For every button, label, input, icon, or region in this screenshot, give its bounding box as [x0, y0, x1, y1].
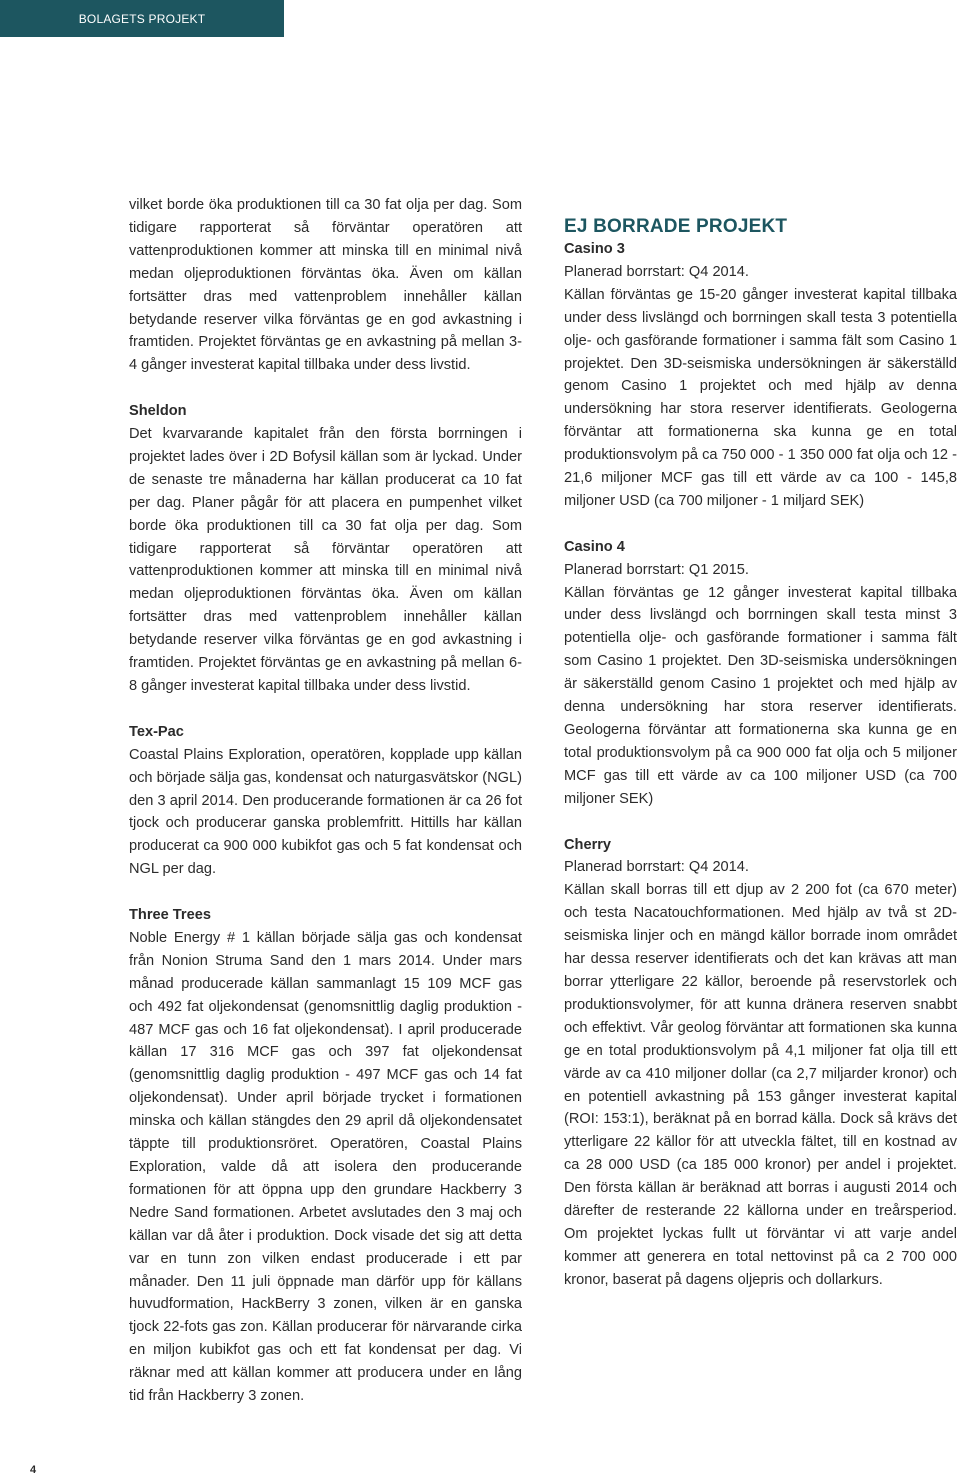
casino4-paragraph: Källan förväntas ge 12 gånger investerat kapital tillbaka under dess livslängd och borrningen skall testa minst 3 potentiella olje- och gasförande formationer i samma fält som Casino 1 projektet. Den 3D-seismiska undersökningen är säkerställd genom Casino 1 projektet och med hjälp av denna undersökning har stora reserver identifierats. Geologerna förväntar att formationerna ska kunna ge en total produktionsvolym på ca 900 000 fat olja och 5 miljoner MCF gas till ett värde av ca 100 miljoner USD (ca 700 miljoner SEK): [564, 584, 957, 807]
section-header-label: BOLAGETS PROJEKT: [78, 11, 206, 26]
casino4-planned-start: Planerad borrstart: Q1 2015.: [564, 561, 749, 578]
threetrees-paragraph: Noble Energy # 1 källan började sälja gas och kondensat från Nonion Struma Sand den 1 mars 2014. Under mars månad producerade källan sammanlagt 15 109 MCF gas och 492 fat oljekondensat (genomsnittlig daglig produktion - 487 MCF gas och 16 fat oljekondensat). I april producerade källan 17 316 MCF gas och 397 fat oljekondensat (genomsnittlig daglig produktion - 497 MCF gas och 14 fat oljekondensat). Under april började trycket i formationen minska och källan stängdes den 29 april då oljekondensatet täppte till produktionsröret. Operatören, Coastal Plains Exploration, valde då att isolera den producerande formationen för att öppna upp den grundare Hackberry 3 Nedre Sand formationen. Arbetet avslutades den 3 maj och källan var då åter i produktion. Dock visade det sig att detta var en tunn zon vilken endast producerade i ett par månader. Den 11 juli öppnade man därför upp för källans huvudformation, HackBerry 3 zonen, vilken är en ganska tjock 22-fots gas zon. Källan producerar för närvarande cirka en miljon kubikfot gas och ett fat kondensat per dag. Vi räknar med att källan kommer att producera under en lång tid från Hackberry 3 zonen.: [129, 929, 522, 1405]
cherry-planned-start: Planerad borrstart: Q4 2014.: [564, 859, 749, 876]
section-header-tab: [0, 0, 284, 37]
casino3-heading: Casino 3: [564, 241, 625, 257]
threetrees-heading: Three Trees: [129, 907, 211, 924]
cherry-paragraph: Källan skall borras till ett djup av 2 200 fot (ca 670 meter) och testa Nacatouchformationen. Med hjälp av två st 2D-seismiska linjer och en mängd källor borrade inom området har dessa reserver identifierats och det kan krävas att man borrar ytterligare 22 källor, beroende på reservstorlek och produktionsvolymer, för att kunna dränera reserven snabbt och effektivt. Vår geolog förväntar att formationen ska kunna ge en total produktionsvolym på 4,1 miljoner fat olja till ett värde av ca 410 miljoner dollar (ca 2,7 miljarder kronor) och en potentiell avkastning på 153 gånger investerat kapital (ROI: 153:1), beräknat på en borrad källa. Dock så krävs det ytterligare 22 källor för att utveckla fältet, till en kostnad av ca 28 000 USD (ca 185 000 kronor) per andel i projektet. Den första källan är beräknad att borras i augusti 2014 och därefter de resterande 22 källorna under en treårsperiod. Om projektet lyckas fullt ut förväntar vi att varje andel kommer att generera en total nettovinst på ca 2 700 000 kronor, baserat på dagens oljepris och dollarkurs.: [564, 882, 957, 1288]
intro-paragraph: vilket borde öka produktionen till ca 30 fat olja per dag. Som tidigare rapporterat så förväntar operatören att vattenproduktionen kommer att minska till en minimal nivå medan oljeproduktionen förväntas öka. Även om källan fortsätter dras med vattenproblem innehåller källan betydande reserver vilka förväntas ge en god avkastning i framtiden. Projektet förväntas ge en avkastning på mellan 3-4 gånger investerat kapital tillbaka under dess livstid.: [129, 197, 522, 374]
sheldon-heading: Sheldon: [129, 403, 187, 420]
sheldon-paragraph: Det kvarvarande kapitalet från den första borrningen i projektet lades över i 2D Bofysil källan som är lyckad. Under de senaste tre månaderna har källan producerat ca 10 fat per dag. Planer pågår för att placera en pumpenhet vilket borde öka produktionen till ca 30 fat olja per dag. Som tidigare rapporterat så förväntar operatören att vattenproduktionen kommer att minska till en minimal nivå medan oljeproduktionen förväntas öka. Även om källan fortsätter dras med vattenproblem innehåller källan betydande reserver vilka förväntas ge en god avkastning i framtiden. Projektet förväntas ge en avkastning på mellan 6-8 gånger investerat kapital tillbaka under dess livstid.: [129, 426, 522, 695]
left-column: [129, 194, 522, 1408]
casino4-heading: Casino 4: [564, 538, 625, 555]
texpac-heading: Tex-Pac: [129, 723, 184, 740]
right-column: [564, 216, 957, 1292]
casino3-planned-start: Planerad borrstart: Q4 2014.: [564, 263, 749, 280]
page-number: 4: [30, 1464, 37, 1476]
cherry-heading: Cherry: [564, 836, 612, 853]
texpac-paragraph: Coastal Plains Exploration, operatören, kopplade upp källan och började sälja gas, kondensat och naturgasvätskor (NGL) den 3 april 2014. Den producerande formationen är ca 26 fot tjock och producerar ganska problemfritt. Hittills har källan producerat ca 900 000 kubikfot gas och 5 fat kondensat och NGL per dag.: [129, 746, 522, 878]
unborn-projects-title: EJ BORRADE PROJEKT: [564, 216, 788, 237]
casino3-paragraph: Källan förväntas ge 15-20 gånger investerat kapital tillbaka under dess livslängd och borrningen skall testa 3 potentiella olje- och gasförande formationer i samma fält som Casino 1 projektet. Den 3D-seismiska undersökningen är säkerställd genom Casino 1 projektet och med hjälp av denna undersökning har stora reserver identifierats. Geologerna förväntar att formationerna ska kunna ge en total produktionsvolym på ca 750 000 - 1 350 000 fat olja och 12 - 21,6 miljoner MCF gas till ett värde av ca 100 - 145,8 miljoner USD (ca 700 miljoner - 1 miljard SEK): [564, 286, 957, 509]
